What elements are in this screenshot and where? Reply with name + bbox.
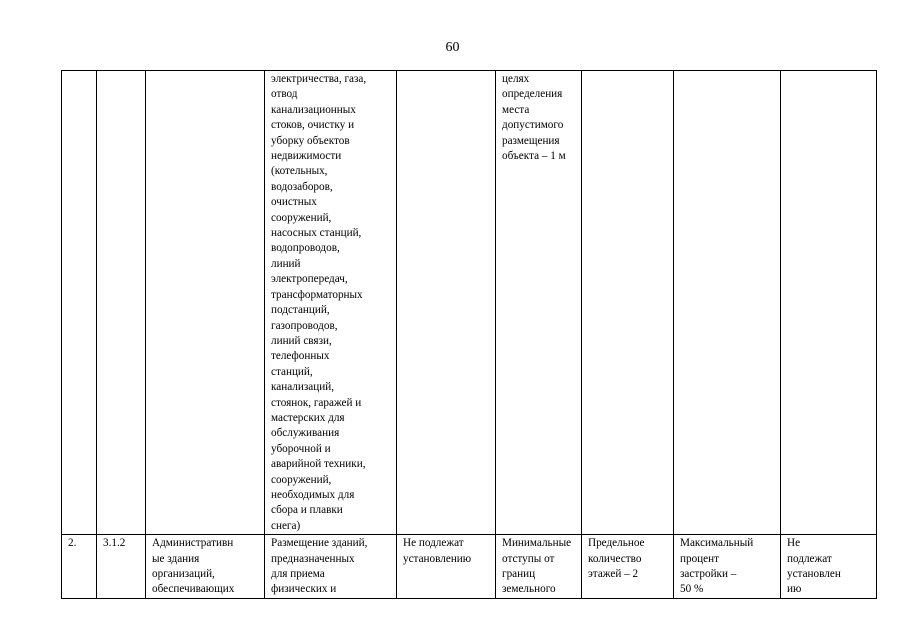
cell-setbacks <box>496 535 582 599</box>
cell-text-line: уборочной и <box>271 442 331 455</box>
cell-text-line: станций, <box>271 365 313 378</box>
cell-text-line: подстанций, <box>271 304 330 317</box>
cell-text-line: границ <box>502 568 536 580</box>
cell-text-line: линий связи, <box>271 334 332 347</box>
cell-text-line: объекта – 1 м <box>502 150 566 163</box>
cell-text-line: недвижимости <box>271 150 342 163</box>
cell-name <box>146 535 265 599</box>
cell-text-line: Административн <box>152 537 234 550</box>
cell-text-line: Не <box>787 537 801 550</box>
cell-code: 3.1.2 <box>97 535 146 599</box>
cell-text-line: отвод <box>271 88 298 101</box>
cell-text-line: организаций, <box>152 568 215 580</box>
cell-text-line: обслуживания <box>271 427 340 440</box>
cell-description <box>265 71 397 535</box>
cell-text-line: стоянок, гаражей и <box>271 396 362 409</box>
page-number: 60 <box>445 40 460 55</box>
cell-text-line: трансформаторных <box>271 288 363 301</box>
cell-number: 2. <box>62 535 97 599</box>
cell-text-line: Размещение зданий, <box>271 537 368 550</box>
cell-text-line: отступы от <box>502 552 555 565</box>
cell-text-line: Предельное <box>588 537 645 550</box>
cell-col5 <box>397 71 496 535</box>
cell-text-line: стоков, очистку и <box>271 119 355 132</box>
cell-text-line: ые здания <box>152 552 200 565</box>
cell-setbacks <box>496 71 582 535</box>
cell-text-line: очистных <box>271 196 317 209</box>
cell-text-line: обеспечивающих <box>152 583 235 596</box>
cell-text-line: канализационных <box>271 103 356 116</box>
cell-text-line: (котельных, <box>271 165 328 178</box>
cell-text-line: газопроводов, <box>271 319 338 332</box>
cell-text-line: застройки – <box>680 568 737 580</box>
cell-code <box>97 71 146 535</box>
cell-text-line: определения <box>502 88 563 101</box>
cell-name <box>146 71 265 535</box>
cell-text-line: сооружений, <box>271 473 332 486</box>
cell-text-line: сбора и плавки <box>271 504 343 517</box>
cell-text-line: места <box>502 103 530 116</box>
cell-text-line: для приема <box>271 568 325 580</box>
cell-text-line: процент <box>680 552 720 565</box>
cell-text-line: Минимальные <box>502 537 572 550</box>
cell-text-line: Не подлежат <box>403 537 464 550</box>
cell-col5 <box>397 535 496 599</box>
cell-text-line: установлен <box>787 568 841 580</box>
cell-text-line: линий <box>271 257 301 270</box>
cell-text-line: водозаборов, <box>271 180 333 193</box>
cell-col8 <box>674 71 781 535</box>
cell-text-line: подлежат <box>787 552 832 565</box>
cell-text-line: необходимых для <box>271 488 355 501</box>
cell-text-line: мастерских для <box>271 411 345 424</box>
table-row-2 <box>62 535 877 599</box>
cell-floors <box>582 535 674 599</box>
cell-col9 <box>781 71 877 535</box>
cell-text-line: Максимальный <box>680 537 754 550</box>
cell-text-line: насосных станций, <box>271 227 362 240</box>
cell-text-line: установлению <box>403 552 472 565</box>
cell-text-line: предназначенных <box>271 552 355 565</box>
cell-text-line: целях <box>502 73 530 85</box>
cell-text-line: земельного <box>502 583 556 596</box>
cell-text-line: электричества, газа, <box>271 73 367 85</box>
cell-text-line: 50 % <box>680 583 704 596</box>
cell-text-line: этажей – 2 <box>588 568 639 580</box>
cell-text-line: размещения <box>502 134 560 147</box>
cell-text-line: сооружений, <box>271 211 332 224</box>
cell-text-line: ию <box>787 583 802 596</box>
cell-number <box>62 71 97 535</box>
cell-text-line: количество <box>588 552 642 565</box>
cell-text-line: допустимого <box>502 119 564 132</box>
cell-col9 <box>781 535 877 599</box>
cell-col7 <box>582 71 674 535</box>
cell-text-line: водопроводов, <box>271 242 340 255</box>
cell-text-line: аварийной техники, <box>271 458 366 471</box>
table-row-continued <box>62 71 877 535</box>
cell-text-line: канализаций, <box>271 381 334 394</box>
cell-text-line: физических и <box>271 583 337 596</box>
cell-text-line: снега) <box>271 519 301 532</box>
cell-description <box>265 535 397 599</box>
cell-text-line: телефонных <box>271 350 330 363</box>
cell-coverage <box>674 535 781 599</box>
cell-text-line: уборку объектов <box>271 134 350 147</box>
regulations-table <box>61 70 877 599</box>
cell-text-line: электропередач, <box>271 273 348 286</box>
